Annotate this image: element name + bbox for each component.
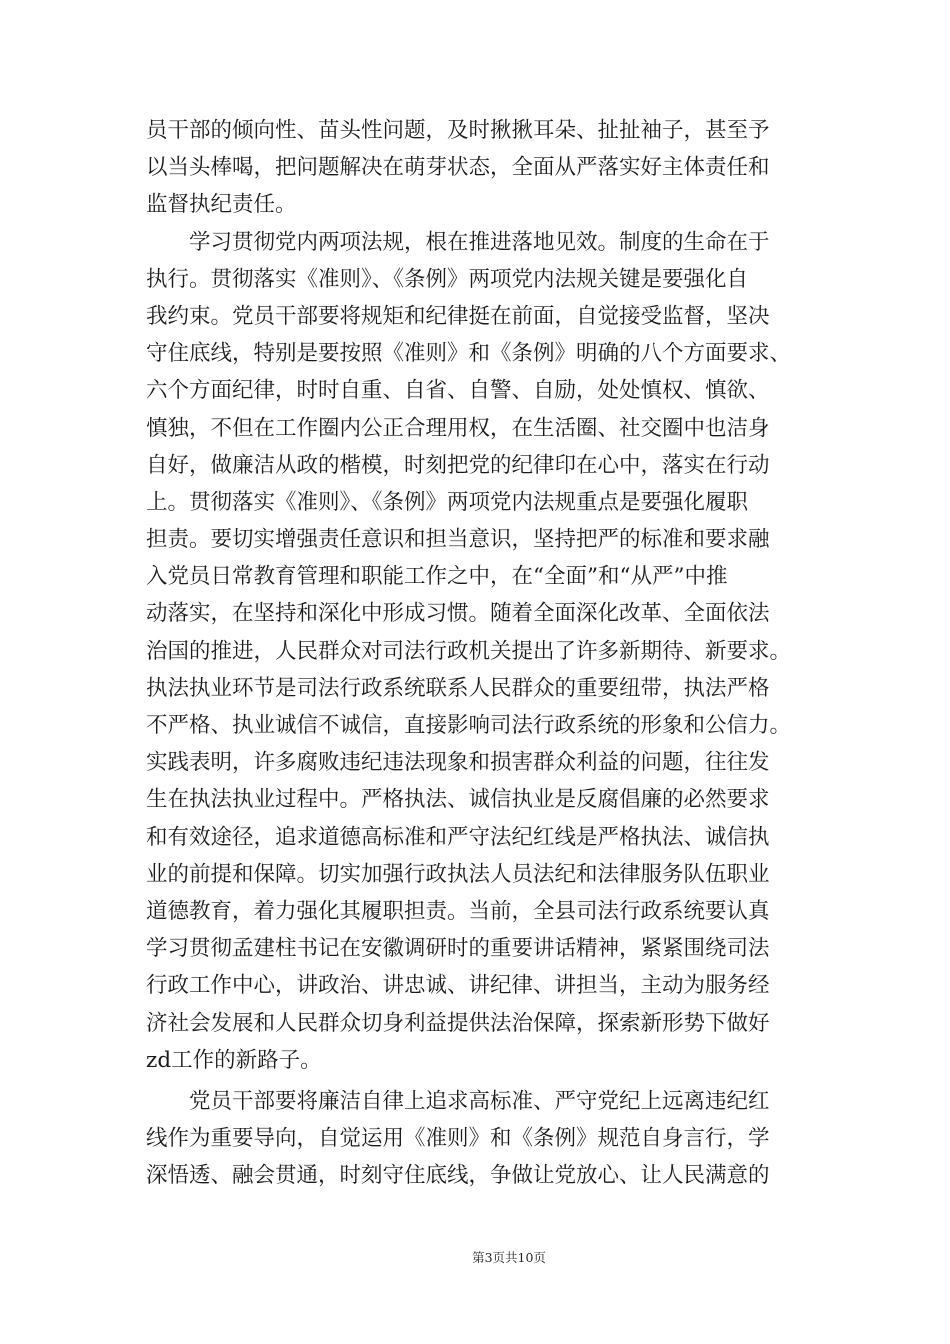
text-line: 守住底线，特别是要按照《准则》和《条例》明确的八个方面要求、	[146, 341, 792, 367]
text-line: 六个方面纪律，时时自重、自省、自警、自励，处处慎权、慎欲、	[146, 378, 770, 404]
text-line: 和有效途径，追求道德高标准和严守法纪红线是严格执法、诚信执	[146, 824, 770, 850]
text-line: 党员干部要将廉洁自律上追求高标准、严守党纪上远离违纪红	[189, 1088, 770, 1114]
text-line: 行政工作中心，讲政治、讲忠诚、讲纪律、讲担当，主动为服务经	[146, 973, 770, 999]
text-line: 我约束。党员干部要将规矩和纪律挺在前面，自觉接受监督，坚决	[146, 303, 770, 329]
page-footer	[0, 1248, 950, 1266]
text-line: 执法执业环节是司法行政系统联系人民群众的重要纽带，执法严格	[146, 675, 770, 701]
paragraph-1	[146, 112, 818, 224]
text-line: 治国的推进，人民群众对司法行政机关提出了许多新期待、新要求。	[146, 638, 792, 664]
text-line: zd工作的新路子。	[146, 1047, 322, 1073]
text-line: 济社会发展和人民群众切身利益提供法治保障，探索新形势下做好	[146, 1010, 770, 1036]
text-line: 学习贯彻孟建柱书记在安徽调研时的重要讲话精神，紧紧围绕司法	[146, 936, 770, 962]
text-line: 上。贯彻落实《准则》、《条例》两项党内法规重点是要强化履职	[146, 489, 749, 515]
text-line: 动落实，在坚持和深化中形成习惯。随着全面深化改革、全面依法	[146, 601, 770, 627]
text-line: 入党员日常教育管理和职能工作之中，在“全面”和“从严”中推	[146, 564, 728, 590]
text-line: 自好，做廉洁从政的楷模，时刻把党的纪律印在心中，落实在行动	[146, 452, 770, 478]
text-line: 监督执纪责任。	[146, 192, 297, 218]
text-line: 以当头棒喝，把问题解决在萌芽状态，全面从严落实好主体责任和	[146, 155, 770, 181]
text-line: 生在执法执业过程中。严格执法、诚信执业是反腐倡廉的必然要求	[146, 787, 770, 813]
text-line: 深悟透、融会贯通，时刻守住底线，争做让党放心、让人民满意的	[146, 1163, 770, 1189]
text-line: 道德教育，着力强化其履职担责。当前，全县司法行政系统要认真	[146, 898, 770, 924]
text-line: 业的前提和保障。切实加强行政执法人员法纪和法律服务队伍职业	[146, 861, 770, 887]
paragraph-3	[146, 1083, 818, 1195]
page-number-label: 第3页共10页	[472, 1250, 546, 1265]
text-line: 线作为重要导向，自觉运用《准则》和《条例》规范自身言行，学	[146, 1126, 770, 1152]
text-line: 学习贯彻党内两项法规，根在推进落地见效。制度的生命在于	[189, 229, 770, 255]
text-line: 执行。贯彻落实《准则》、《条例》两项党内法规关键是要强化自	[146, 266, 749, 292]
text-line: 担责。要切实增强责任意识和担当意识，坚持把严的标准和要求融	[146, 527, 770, 553]
text-line: 慎独，不但在工作圈内公正合理用权，在生活圈、社交圈中也洁身	[146, 415, 770, 441]
text-line: 不严格、执业诚信不诚信，直接影响司法行政系统的形象和公信力。	[146, 713, 792, 738]
document-body	[146, 112, 818, 1194]
text-line: 员干部的倾向性、苗头性问题，及时揪揪耳朵、扯扯袖子，甚至予	[146, 118, 770, 143]
text-line: 实践表明，许多腐败违纪违法现象和损害群众利益的问题，往往发	[146, 750, 770, 776]
paragraph-2	[146, 224, 818, 1079]
